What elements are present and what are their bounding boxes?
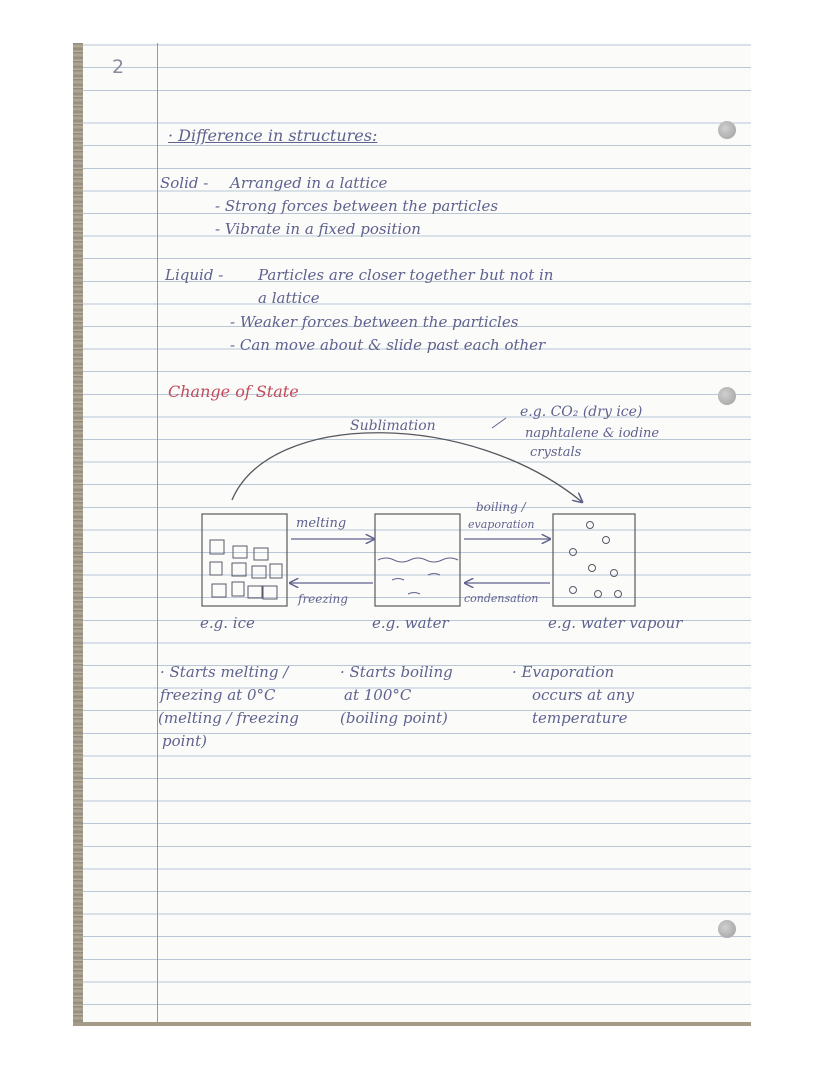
liquid-label: Liquid -	[165, 266, 224, 284]
liquid-line-3: - Can move about & slide past each other	[230, 336, 546, 354]
liquid-container	[375, 514, 460, 606]
sublimation-label: Sublimation	[350, 418, 436, 434]
note-melting-2: freezing at 0°C	[160, 686, 276, 704]
liquid-line-1b: a lattice	[258, 289, 320, 307]
sublimation-arrow	[232, 433, 582, 502]
boiling-label: boiling /	[476, 500, 526, 514]
note-boiling-1: · Starts boiling	[340, 663, 453, 681]
gas-particles	[570, 522, 622, 598]
solid-line-3: - Vibrate in a fixed position	[215, 220, 421, 238]
solid-line-2: - Strong forces between the particles	[215, 197, 499, 215]
note-boiling-2: at 100°C	[344, 686, 412, 704]
heading: · Difference in structures:	[168, 126, 378, 145]
liquid-line-1: Particles are closer together but not in	[258, 266, 554, 284]
melting-label: melting	[296, 516, 347, 531]
note-evaporation-1: · Evaporation	[512, 663, 615, 681]
evaporation-label: evaporation	[468, 518, 535, 531]
note-melting-4: point)	[162, 732, 207, 750]
liquid-waves	[378, 558, 458, 594]
water-caption: e.g. water	[372, 614, 449, 632]
page-number: 2	[112, 56, 125, 78]
change-of-state-title: Change of State	[168, 382, 299, 401]
vapour-caption: e.g. water vapour	[548, 614, 683, 632]
ice-caption: e.g. ice	[200, 614, 255, 632]
liquid-line-2: - Weaker forces between the particles	[230, 313, 519, 331]
sublimation-example-2: naphtalene & iodine	[525, 426, 660, 441]
condensation-label: condensation	[464, 592, 539, 605]
solid-line-1: Arranged in a lattice	[230, 174, 388, 192]
note-evaporation-2: occurs at any	[532, 686, 634, 704]
note-melting-3: (melting / freezing	[158, 709, 299, 727]
note-evaporation-3: temperature	[532, 709, 628, 727]
sublimation-example-3: crystals	[530, 445, 582, 460]
sublimation-example-1: e.g. CO₂ (dry ice)	[520, 404, 643, 420]
note-boiling-3: (boiling point)	[340, 709, 448, 727]
solid-label: Solid -	[160, 174, 209, 192]
solid-particles	[210, 540, 282, 599]
freezing-label: freezing	[298, 592, 348, 606]
gas-container	[553, 514, 635, 606]
note-melting-1: · Starts melting /	[160, 663, 289, 681]
